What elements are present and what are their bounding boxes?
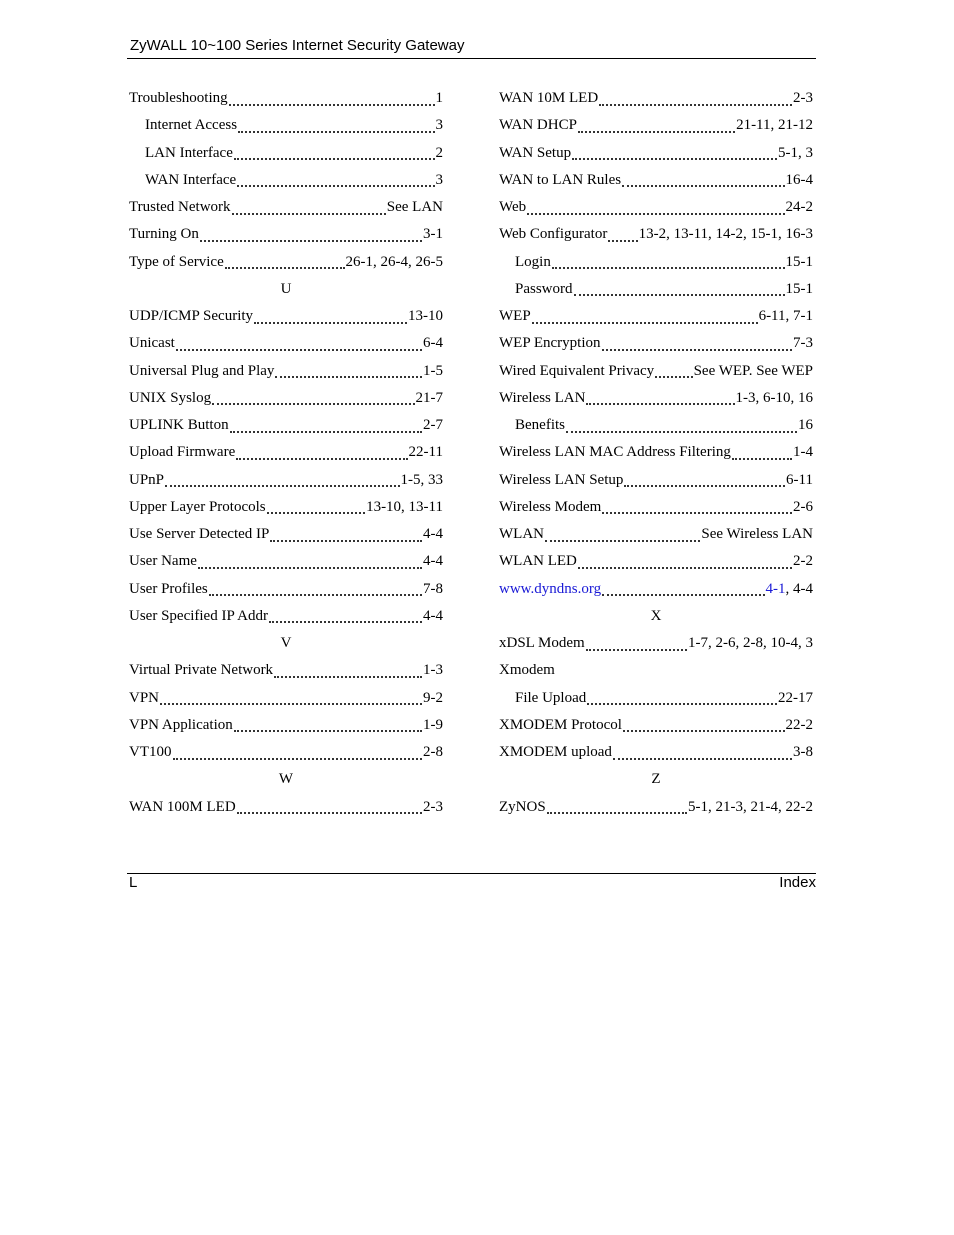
index-entry xyxy=(129,194,443,221)
dot-leader xyxy=(622,185,784,187)
index-entry xyxy=(129,303,443,330)
index-pages: See Wireless LAN xyxy=(701,526,813,543)
index-term-link[interactable]: www.dyndns.org xyxy=(499,580,602,597)
dot-leader xyxy=(236,458,407,460)
dot-leader xyxy=(586,649,687,651)
index-subentry xyxy=(129,167,443,194)
index-pages: 6-11, 7-1 xyxy=(758,308,813,325)
index-entry xyxy=(499,140,813,167)
dot-leader xyxy=(532,322,758,324)
index-entry xyxy=(499,657,813,684)
index-entry xyxy=(499,576,813,603)
dot-leader xyxy=(198,567,422,569)
index-term: Internet Access xyxy=(145,117,238,134)
dot-leader xyxy=(275,376,422,378)
dot-leader xyxy=(254,322,407,324)
index-pages: 7-3 xyxy=(793,335,813,352)
page-rest: , 4-4 xyxy=(785,580,813,597)
index-pages: 9-2 xyxy=(423,689,443,706)
index-pages: 13-10, 13-11 xyxy=(366,498,443,515)
index-term: WAN to LAN Rules xyxy=(499,171,622,188)
index-entry xyxy=(499,630,813,657)
index-pages: 2-6 xyxy=(793,498,813,515)
index-entry xyxy=(129,685,443,712)
index-term: File Upload xyxy=(515,689,587,706)
index-pages: 1-5 xyxy=(423,362,443,379)
index-entry xyxy=(499,467,813,494)
dot-leader xyxy=(602,594,764,596)
index-pages: 1-9 xyxy=(423,716,443,733)
dot-leader xyxy=(552,267,785,269)
index-term: WAN Interface xyxy=(145,171,237,188)
letter-label: W xyxy=(278,771,294,788)
index-pages: 4-4 xyxy=(423,607,443,624)
dot-leader xyxy=(232,213,386,215)
dot-leader xyxy=(545,540,700,542)
index-term: VT100 xyxy=(129,744,172,761)
dot-leader xyxy=(230,431,422,433)
index-pages: 13-10 xyxy=(408,308,443,325)
index-entry xyxy=(499,194,813,221)
index-pages: 16-4 xyxy=(785,171,813,188)
index-term: Troubleshooting xyxy=(129,90,228,107)
index-term: Virtual Private Network xyxy=(129,662,274,679)
index-term: Password xyxy=(515,280,573,297)
index-column-right xyxy=(499,85,813,821)
index-entry xyxy=(129,221,443,248)
index-term: Benefits xyxy=(515,417,565,434)
index-pages xyxy=(766,581,814,598)
dot-leader xyxy=(732,458,792,460)
index-entry xyxy=(129,603,443,630)
index-term: Wireless LAN MAC Address Filtering xyxy=(499,444,731,461)
dot-leader xyxy=(587,703,777,705)
dot-leader xyxy=(160,703,422,705)
index-pages: 22-11 xyxy=(408,444,443,461)
index-term: Wireless LAN Setup xyxy=(499,471,624,488)
index-entry xyxy=(129,358,443,385)
footer-left-label: L xyxy=(129,874,138,891)
index-entry xyxy=(129,739,443,766)
index-pages: 15-1 xyxy=(785,280,813,297)
dot-leader xyxy=(602,512,792,514)
index-term: UDP/ICMP Security xyxy=(129,308,254,325)
dot-leader xyxy=(566,431,797,433)
index-term: VPN Application xyxy=(129,716,233,733)
dot-leader xyxy=(237,185,434,187)
index-term: Upper Layer Protocols xyxy=(129,498,266,515)
index-entry xyxy=(129,521,443,548)
index-pages: 1-7, 2-6, 2-8, 10-4, 3 xyxy=(688,635,813,652)
index-term: Wireless LAN xyxy=(499,389,586,406)
index-term: WAN 10M LED xyxy=(499,90,599,107)
index-term: WAN DHCP xyxy=(499,117,577,134)
index-term: Turning On xyxy=(129,226,199,243)
dot-leader xyxy=(578,131,735,133)
index-entry xyxy=(129,385,443,412)
dot-leader xyxy=(212,403,414,405)
index-pages: 15-1 xyxy=(785,253,813,270)
index-entry xyxy=(499,85,813,112)
dot-leader xyxy=(572,158,777,160)
index-pages: 3-1 xyxy=(423,226,443,243)
index-entry xyxy=(499,167,813,194)
index-term: Trusted Network xyxy=(129,199,231,216)
dot-leader xyxy=(200,240,422,242)
header-rule xyxy=(127,58,816,59)
dot-leader xyxy=(165,485,399,487)
dot-leader xyxy=(173,758,423,760)
index-entry xyxy=(129,467,443,494)
index-pages: 7-8 xyxy=(423,580,443,597)
dot-leader xyxy=(270,540,422,542)
index-term: Wired Equivalent Privacy xyxy=(499,362,655,379)
index-entry xyxy=(499,358,813,385)
index-entry xyxy=(499,521,813,548)
dot-leader xyxy=(237,812,422,814)
index-term: UNIX Syslog xyxy=(129,389,212,406)
index-pages: 1-3, 6-10, 16 xyxy=(735,389,813,406)
index-pages: 24-2 xyxy=(785,199,813,216)
dot-leader xyxy=(623,730,785,732)
index-term: XMODEM upload xyxy=(499,744,612,761)
index-pages: 1-5, 33 xyxy=(400,471,443,488)
dot-leader xyxy=(624,485,785,487)
letter-label: Z xyxy=(651,771,661,788)
index-term: Unicast xyxy=(129,335,175,352)
index-term: Wireless Modem xyxy=(499,498,602,515)
dot-leader xyxy=(655,376,692,378)
index-entry xyxy=(499,112,813,139)
index-entry xyxy=(129,330,443,357)
index-entry xyxy=(129,548,443,575)
dot-leader xyxy=(599,104,792,106)
index-term: UPLINK Button xyxy=(129,417,229,434)
index-pages: See LAN xyxy=(386,199,443,216)
index-entry xyxy=(499,794,813,821)
dot-leader xyxy=(274,676,422,678)
index-entry xyxy=(499,712,813,739)
index-letter-heading xyxy=(129,276,443,303)
index-letter-heading xyxy=(129,766,443,793)
index-term: Type of Service xyxy=(129,253,224,270)
index-subentry xyxy=(499,685,813,712)
index-pages: 22-2 xyxy=(785,716,813,733)
index-pages: 4-4 xyxy=(423,526,443,543)
letter-label: U xyxy=(280,280,292,297)
index-entry xyxy=(129,494,443,521)
index-pages: 1-4 xyxy=(793,444,813,461)
index-pages: 13-2, 13-11, 14-2, 15-1, 16-3 xyxy=(638,226,813,243)
index-term: WAN Setup xyxy=(499,144,572,161)
index-term: WAN 100M LED xyxy=(129,798,236,815)
index-term: WLAN LED xyxy=(499,553,577,570)
index-term: Login xyxy=(515,253,551,270)
index-term: Web xyxy=(499,199,527,216)
index-term: LAN Interface xyxy=(145,144,233,161)
index-pages: 2-3 xyxy=(793,90,813,107)
index-subentry xyxy=(499,412,813,439)
index-pages: 2-3 xyxy=(423,798,443,815)
index-pages: 2-2 xyxy=(793,553,813,570)
index-term: WEP xyxy=(499,308,531,325)
index-letter-heading xyxy=(129,630,443,657)
dot-leader xyxy=(176,349,422,351)
index-entry xyxy=(129,412,443,439)
index-pages: 2 xyxy=(435,144,443,161)
index-subentry xyxy=(129,112,443,139)
dot-leader xyxy=(234,158,435,160)
index-term: User Profiles xyxy=(129,580,208,597)
index-entry xyxy=(129,576,443,603)
index-term: Xmodem xyxy=(499,662,555,679)
dot-leader xyxy=(578,567,792,569)
index-entry xyxy=(499,739,813,766)
index-entry xyxy=(499,494,813,521)
index-pages: 3 xyxy=(435,171,443,188)
index-subentry xyxy=(129,140,443,167)
index-pages: 21-11, 21-12 xyxy=(736,117,813,134)
index-term: User Name xyxy=(129,553,197,570)
index-entry xyxy=(499,439,813,466)
index-pages: 21-7 xyxy=(415,389,443,406)
dot-leader xyxy=(269,621,422,623)
dot-leader xyxy=(574,294,785,296)
index-pages: 26-1, 26-4, 26-5 xyxy=(345,253,443,270)
footer-section-label: Index xyxy=(779,874,816,891)
footer-rule xyxy=(127,873,816,874)
index-term: Web Configurator xyxy=(499,226,608,243)
index-pages: 5-1, 21-3, 21-4, 22-2 xyxy=(688,798,813,815)
index-term: WEP Encryption xyxy=(499,335,601,352)
index-subentry xyxy=(499,249,813,276)
index-entry xyxy=(129,712,443,739)
index-entry xyxy=(129,85,443,112)
index-entry xyxy=(129,794,443,821)
index-pages: 4-4 xyxy=(423,553,443,570)
index-term: WLAN xyxy=(499,526,544,543)
index-term: xDSL Modem xyxy=(499,635,585,652)
index-entry xyxy=(499,330,813,357)
index-pages: 6-11 xyxy=(786,471,813,488)
dot-leader xyxy=(527,213,784,215)
dot-leader xyxy=(209,594,422,596)
index-subentry xyxy=(499,276,813,303)
index-entry xyxy=(129,249,443,276)
index-term: Upload Firmware xyxy=(129,444,236,461)
page-link[interactable]: 4-1 xyxy=(765,580,786,597)
dot-leader xyxy=(586,403,734,405)
dot-leader xyxy=(238,131,434,133)
index-pages: 5-1, 3 xyxy=(778,144,813,161)
index-term: Use Server Detected IP xyxy=(129,526,270,543)
index-entry xyxy=(499,385,813,412)
index-term: Universal Plug and Play xyxy=(129,362,275,379)
index-term: User Specified IP Addr xyxy=(129,607,268,624)
dot-leader xyxy=(602,349,792,351)
dot-leader xyxy=(225,267,345,269)
index-pages: 2-7 xyxy=(423,417,443,434)
index-term: XMODEM Protocol xyxy=(499,716,622,733)
index-entry xyxy=(499,303,813,330)
index-pages: 1 xyxy=(435,90,443,107)
index-pages: 22-17 xyxy=(778,689,813,706)
dot-leader xyxy=(234,730,422,732)
index-pages: 16 xyxy=(798,417,813,434)
index-pages: 6-4 xyxy=(423,335,443,352)
index-entry xyxy=(129,657,443,684)
index-term: ZyNOS xyxy=(499,798,546,815)
index-term: UPnP xyxy=(129,471,165,488)
index-letter-heading xyxy=(499,603,813,630)
index-pages: 3-8 xyxy=(793,744,813,761)
dot-leader xyxy=(267,512,365,514)
index-pages: 2-8 xyxy=(423,744,443,761)
index-entry xyxy=(499,221,813,248)
index-column-left xyxy=(129,85,443,821)
dot-leader xyxy=(229,104,435,106)
index-term: VPN xyxy=(129,689,160,706)
dot-leader xyxy=(613,758,792,760)
letter-label: X xyxy=(650,607,662,624)
index-pages: 3 xyxy=(435,117,443,134)
index-pages: See WEP. See WEP xyxy=(693,362,813,379)
index-pages: 1-3 xyxy=(423,662,443,679)
dot-leader xyxy=(608,240,637,242)
letter-label: V xyxy=(280,635,292,652)
page-header-title: ZyWALL 10~100 Series Internet Security Gateway xyxy=(130,37,465,54)
index-letter-heading xyxy=(499,766,813,793)
index-entry xyxy=(129,439,443,466)
dot-leader xyxy=(547,812,687,814)
index-entry xyxy=(499,548,813,575)
